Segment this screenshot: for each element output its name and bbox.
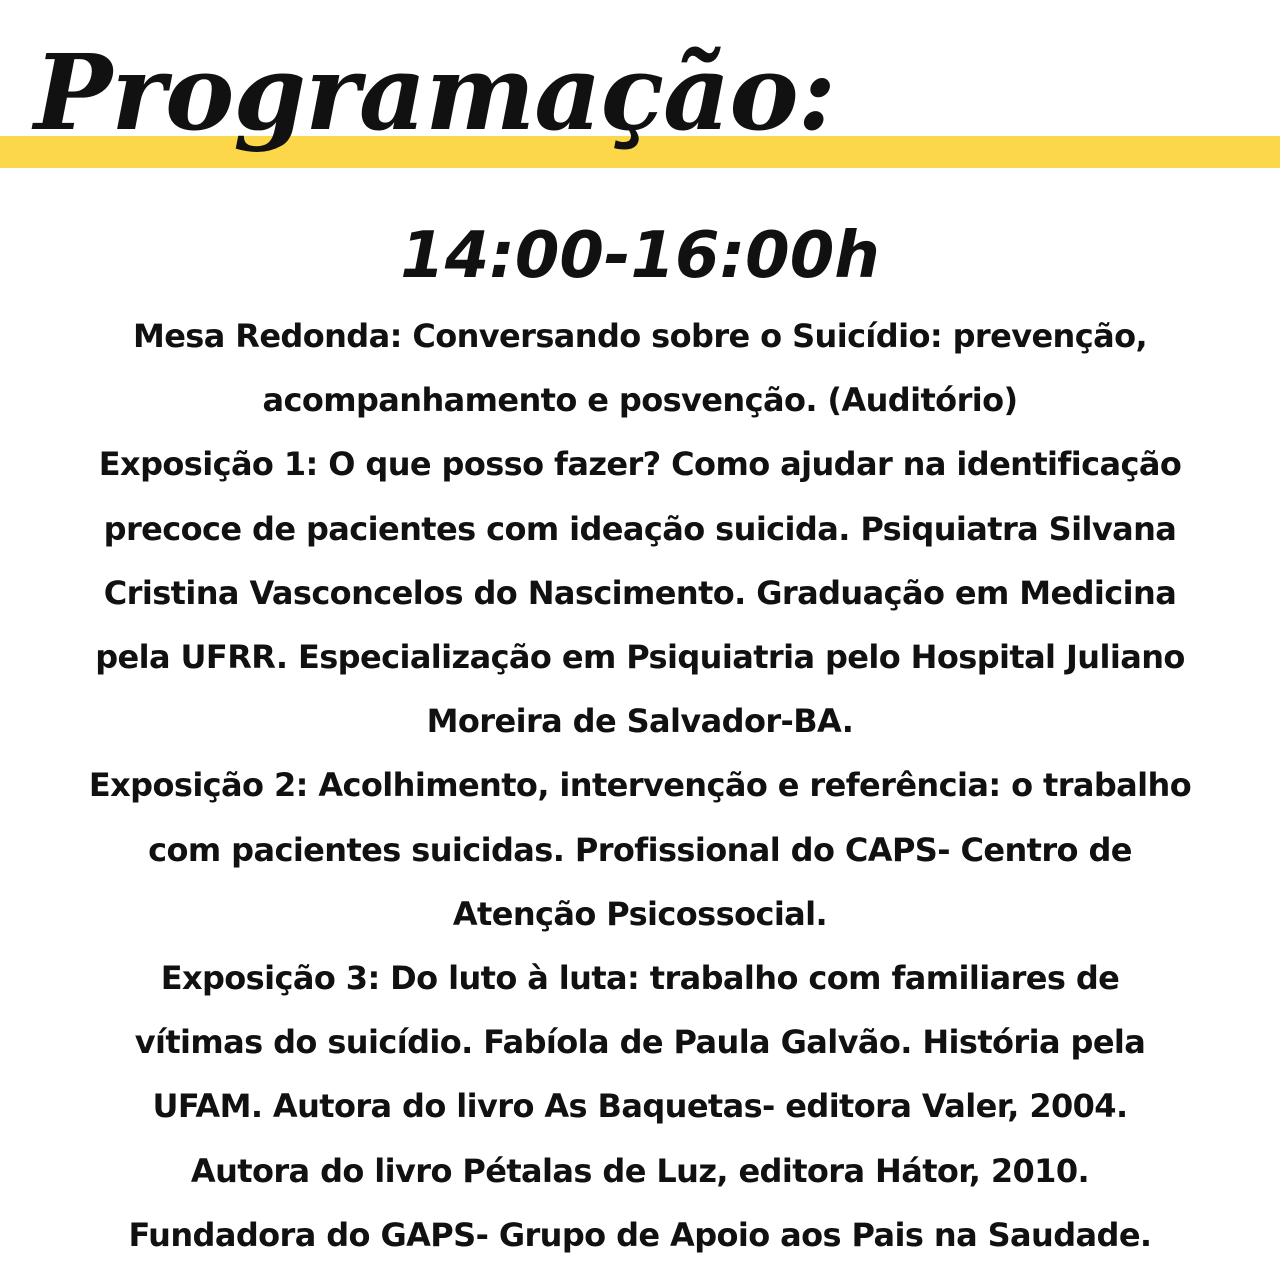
page-title: Programação:: [34, 31, 836, 154]
program-line: Mesa Redonda: Conversando sobre o Suicídio: prevenção,: [132, 317, 1148, 355]
program-line: acompanhamento e posvenção. (Auditório): [262, 381, 1018, 420]
program-description: [8, 304, 1272, 1267]
program-line: Exposição 2: Acolhimento, intervenção e referência: o trabalho: [88, 766, 1192, 805]
program-line: UFAM. Autora do livro As Baquetas- editora Valer, 2004.: [152, 1087, 1128, 1126]
program-line: Cristina Vasconcelos do Nascimento. Graduação em Medicina: [103, 573, 1177, 612]
program-line: pela UFRR. Especialização em Psiquiatria pelo Hospital Juliano: [95, 638, 1185, 677]
program-line: Atenção Psicossocial.: [452, 894, 828, 933]
program-line: Fundadora do GAPS- Grupo de Apoio aos Pais na Saudade.: [128, 1215, 1152, 1254]
program-line: Moreira de Salvador-BA.: [426, 702, 854, 741]
program-line: com pacientes suicidas. Profissional do CAPS- Centro de: [148, 830, 1132, 869]
program-line: Autora do livro Pétalas de Luz, editora Hátor, 2010.: [190, 1151, 1090, 1190]
program-line: Exposição 3: Do luto à luta: trabalho com familiares de: [160, 959, 1120, 998]
program-line: precoce de pacientes com ideação suicida. Psiquiatra Silvana: [103, 509, 1177, 548]
time-slot: 14:00-16:00h: [400, 219, 880, 293]
program-line: vítimas do suicídio. Fabíola de Paula Galvão. História pela: [134, 1023, 1146, 1062]
program-line: Exposição 1: O que posso fazer? Como ajudar na identificação: [98, 445, 1182, 484]
